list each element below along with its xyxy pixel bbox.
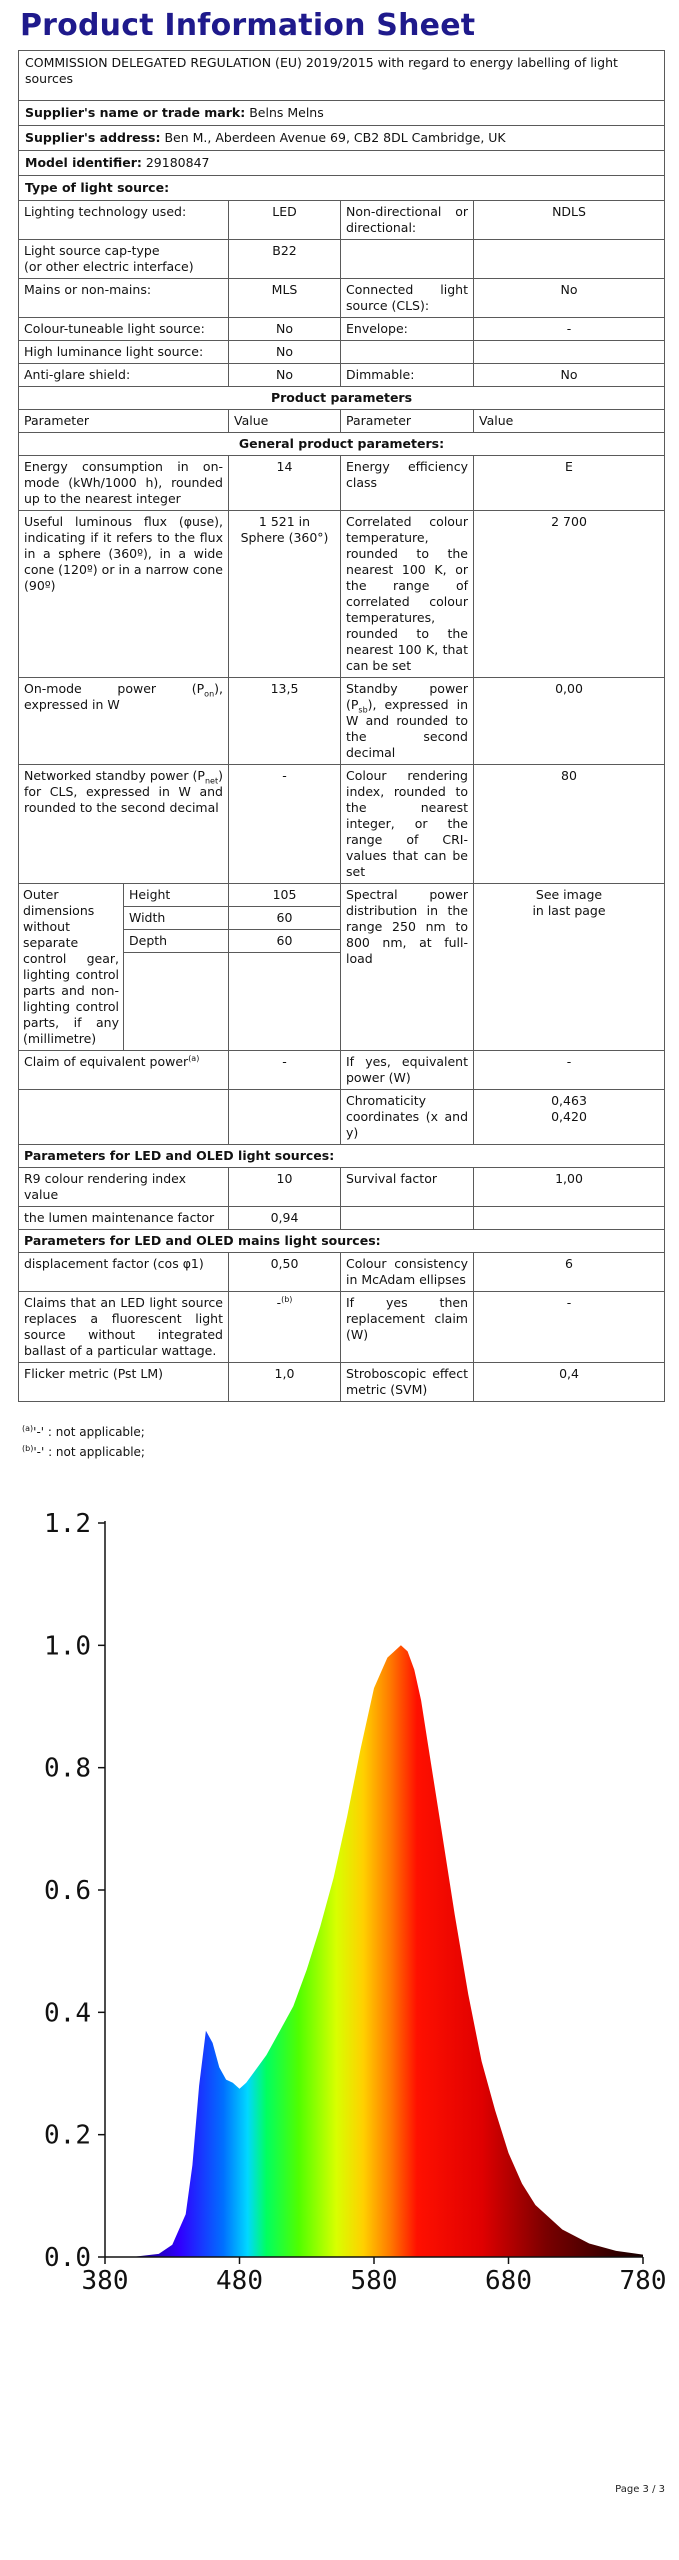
supplier-name-label: Supplier's name or trade mark: <box>25 105 246 120</box>
column-header-row <box>19 410 665 433</box>
equivalent-power-label <box>19 1051 229 1090</box>
replacement-claim-yes-value: - <box>474 1292 665 1363</box>
type-row <box>19 240 665 279</box>
y-tick-label: 0.8 <box>44 1753 91 1784</box>
chromaticity-label: Chromaticity coordinates (x and y) <box>341 1090 474 1145</box>
chart-plot-area <box>44 1509 666 2290</box>
cct-label: Correlated colour temperature, rounded to the nearest 100 K, or the range of correlated colour temperatures, rounded to the nearest 100 K, that can be set <box>341 511 474 678</box>
energy-consumption-label: Energy consumption in on-mode (kWh/1000 h), rounded up to the nearest integer <box>19 456 229 511</box>
spd-label: Spectral power distribution in the range 250 nm to 800 nm, at full-load <box>341 884 474 1051</box>
footnote-a <box>22 1422 145 1442</box>
type-heading-row <box>19 176 665 201</box>
empty-cell <box>341 1207 474 1230</box>
param-row <box>19 1253 665 1292</box>
on-mode-power-label-b: ), expressed in W <box>24 681 223 712</box>
model-identifier-row <box>19 151 665 176</box>
param-row <box>19 1292 665 1363</box>
y-tick-label: 0.0 <box>44 2243 91 2273</box>
width-label: Width <box>124 907 228 930</box>
height-value: 105 <box>229 884 340 907</box>
dimensions-values <box>229 884 341 1051</box>
replacement-claim-value-text: - <box>276 1295 282 1310</box>
type-label: Lighting technology used: <box>19 201 229 240</box>
type-value-2 <box>474 240 665 279</box>
supplier-address-row <box>19 126 665 151</box>
stroboscopic-metric-value: 0,4 <box>474 1363 665 1402</box>
param-row <box>19 1363 665 1402</box>
empty-cell <box>19 1090 229 1145</box>
r9-value: 10 <box>229 1168 341 1207</box>
chromaticity-y: 0,420 <box>551 1109 587 1124</box>
flicker-metric-value: 1,0 <box>229 1363 341 1402</box>
param-row <box>19 1090 665 1145</box>
y-tick-label: 0.2 <box>44 2120 91 2151</box>
footnote-b <box>22 1442 145 1462</box>
type-row <box>19 364 665 387</box>
spd-value-line2: in last page <box>532 903 606 918</box>
footnote-mark: (b) <box>22 1444 34 1453</box>
footnote-ref-b: (b) <box>281 1294 293 1304</box>
equivalent-power-yes-value: - <box>474 1051 665 1090</box>
networked-standby-value: - <box>229 765 341 884</box>
luminous-flux-value <box>229 511 341 678</box>
general-heading: General product parameters: <box>19 433 665 456</box>
model-identifier-label: Model identifier: <box>25 155 142 170</box>
product-params-heading-row <box>19 387 665 410</box>
networked-standby-label-b: ) for CLS, expressed in W and rounded to the second decimal <box>24 768 223 815</box>
col-header-value: Value <box>229 410 341 433</box>
on-mode-power-value: 13,5 <box>229 678 341 765</box>
survival-factor-value: 1,00 <box>474 1168 665 1207</box>
chromaticity-value <box>474 1090 665 1145</box>
survival-factor-label: Survival factor <box>341 1168 474 1207</box>
cri-label: Colour rendering index, rounded to the nearest integer, or the range of CRI-values that can be set <box>341 765 474 884</box>
width-value: 60 <box>229 907 340 930</box>
param-row <box>19 765 665 884</box>
type-label-2: Envelope: <box>341 318 474 341</box>
spd-value-line1: See image <box>535 887 603 902</box>
displacement-factor-label: displacement factor (cos φ1) <box>19 1253 229 1292</box>
type-value: No <box>229 341 341 364</box>
supplier-address-value: Ben M., Aberdeen Avenue 69, CB2 8DL Cambridge, UK <box>164 130 506 145</box>
equivalent-power-label-text: Claim of equivalent power <box>24 1054 189 1069</box>
networked-standby-label <box>19 765 229 884</box>
type-heading: Type of light source: <box>19 176 665 201</box>
y-tick-label: 0.4 <box>44 1998 91 2029</box>
mains-heading: Parameters for LED and OLED mains light sources: <box>19 1230 665 1253</box>
type-value-2: NDLS <box>474 201 665 240</box>
footnote-ref-a: (a) <box>188 1053 200 1063</box>
product-params-heading: Product parameters <box>19 387 665 410</box>
type-row <box>19 201 665 240</box>
standby-power-label-b: ), expressed in W and rounded to the second decimal <box>346 697 468 760</box>
type-value-2: - <box>474 318 665 341</box>
type-label-2 <box>341 240 474 279</box>
type-label: High luminance light source: <box>19 341 229 364</box>
type-label-2: Dimmable: <box>341 364 474 387</box>
energy-consumption-value: 14 <box>229 456 341 511</box>
standby-power-label <box>341 678 474 765</box>
depth-label: Depth <box>124 930 228 953</box>
general-heading-row <box>19 433 665 456</box>
param-row <box>19 456 665 511</box>
empty-cell <box>474 1207 665 1230</box>
y-tick-label: 0.6 <box>44 1876 91 1906</box>
product-information-table <box>18 50 665 1402</box>
x-tick-label: 480 <box>216 2266 263 2290</box>
type-label: Colour-tuneable light source: <box>19 318 229 341</box>
supplier-name-value: Belns Melns <box>249 105 324 120</box>
dimensions-names <box>124 884 229 1051</box>
regulation-text: COMMISSION DELEGATED REGULATION (EU) 2019/2015 with regard to energy labelling of light sources <box>19 51 665 101</box>
y-tick-label: 1.0 <box>44 1631 91 1662</box>
x-tick-label: 380 <box>81 2266 129 2290</box>
on-mode-power-label-sub: on <box>204 689 215 699</box>
r9-label: R9 colour rendering index value <box>19 1168 229 1207</box>
param-row <box>19 1168 665 1207</box>
param-row <box>19 678 665 765</box>
on-mode-power-label <box>19 678 229 765</box>
spectrum-area <box>105 1645 643 2257</box>
lumen-maintenance-label: the lumen maintenance factor <box>19 1207 229 1230</box>
displacement-factor-value: 0,50 <box>229 1253 341 1292</box>
param-row <box>19 511 665 678</box>
empty-cell <box>229 1090 341 1145</box>
type-value: B22 <box>229 240 341 279</box>
led-heading: Parameters for LED and OLED light sources: <box>19 1145 665 1168</box>
replacement-claim-value <box>229 1292 341 1363</box>
type-label <box>19 240 229 279</box>
type-label-2: Non-directional or directional: <box>341 201 474 240</box>
type-value-2 <box>474 341 665 364</box>
colour-consistency-label: Colour consistency in McAdam ellipses <box>341 1253 474 1292</box>
type-value: No <box>229 318 341 341</box>
page-number: Page 3 / 3 <box>615 2484 665 2495</box>
type-label-2 <box>341 341 474 364</box>
type-value: MLS <box>229 279 341 318</box>
standby-power-label-sub: sb <box>358 705 368 715</box>
type-value: LED <box>229 201 341 240</box>
dimensions-label: Outer dimensions without separate control gear, lighting control parts and non-lighting control parts, if any (millimetre) <box>19 884 124 1051</box>
type-value: No <box>229 364 341 387</box>
type-value-2: No <box>474 364 665 387</box>
equivalent-power-yes-label: If yes, equivalent power (W) <box>341 1051 474 1090</box>
type-value-2: No <box>474 279 665 318</box>
chromaticity-x: 0,463 <box>551 1093 587 1108</box>
networked-standby-label-a: Networked standby power (P <box>24 768 205 783</box>
depth-value: 60 <box>229 930 340 953</box>
param-row <box>19 1207 665 1230</box>
standby-power-label-a: Standby power (P <box>346 681 468 712</box>
col-header-value-2: Value <box>474 410 665 433</box>
type-row <box>19 279 665 318</box>
replacement-claim-yes-label: If yes then replacement claim (W) <box>341 1292 474 1363</box>
sheet-title: Product Information Sheet <box>20 8 476 43</box>
energy-class-label: Energy efficiency class <box>341 456 474 511</box>
cct-value: 2 700 <box>474 511 665 678</box>
luminous-flux-label: Useful luminous flux (φuse), indicating if it refers to the flux in a sphere (360º), in a wide cone (120º) or in a narrow cone (90º) <box>19 511 229 678</box>
lumen-maintenance-value: 0,94 <box>229 1207 341 1230</box>
colour-consistency-value: 6 <box>474 1253 665 1292</box>
type-row <box>19 318 665 341</box>
y-tick-label: 1.2 <box>44 1509 91 1539</box>
col-header-parameter-2: Parameter <box>341 410 474 433</box>
x-tick-label: 680 <box>485 2266 532 2290</box>
energy-class-value: E <box>474 456 665 511</box>
footnote-mark: (a) <box>22 1424 34 1433</box>
standby-power-value: 0,00 <box>474 678 665 765</box>
x-tick-label: 780 <box>619 2266 667 2290</box>
type-label: Anti-glare shield: <box>19 364 229 387</box>
led-heading-row <box>19 1145 665 1168</box>
spd-value <box>474 884 665 1051</box>
spectrum-chart <box>0 1470 679 2290</box>
height-label: Height <box>124 884 228 907</box>
footnote-text: '-' : not applicable; <box>33 1425 145 1439</box>
supplier-name-row <box>19 101 665 126</box>
col-header-parameter: Parameter <box>19 410 229 433</box>
model-identifier-value: 29180847 <box>145 155 210 170</box>
on-mode-power-label-a: On-mode power (P <box>24 681 205 696</box>
regulation-row <box>19 51 665 101</box>
luminous-flux-value-line1: 1 521 in <box>258 514 311 529</box>
footnotes <box>22 1422 145 1462</box>
cap-type-label: Light source cap-type <box>24 243 160 258</box>
supplier-address-label: Supplier's address: <box>25 130 161 145</box>
replacement-claim-label: Claims that an LED light source replaces a fluorescent light source without integrated ballast of a particular wattage. <box>19 1292 229 1363</box>
type-row <box>19 341 665 364</box>
footnote-text: '-' : not applicable; <box>33 1445 145 1459</box>
cap-type-sublabel: (or other electric interface) <box>24 259 194 274</box>
type-label: Mains or non-mains: <box>19 279 229 318</box>
type-label-2: Connected light source (CLS): <box>341 279 474 318</box>
param-row <box>19 1051 665 1090</box>
mains-heading-row <box>19 1230 665 1253</box>
luminous-flux-value-line2: Sphere (360°) <box>240 530 329 545</box>
equivalent-power-value: - <box>229 1051 341 1090</box>
x-tick-label: 580 <box>350 2266 398 2290</box>
stroboscopic-metric-label: Stroboscopic effect metric (SVM) <box>341 1363 474 1402</box>
networked-standby-label-sub: net <box>204 776 219 786</box>
cri-value: 80 <box>474 765 665 884</box>
param-row <box>19 884 665 1051</box>
flicker-metric-label: Flicker metric (Pst LM) <box>19 1363 229 1402</box>
